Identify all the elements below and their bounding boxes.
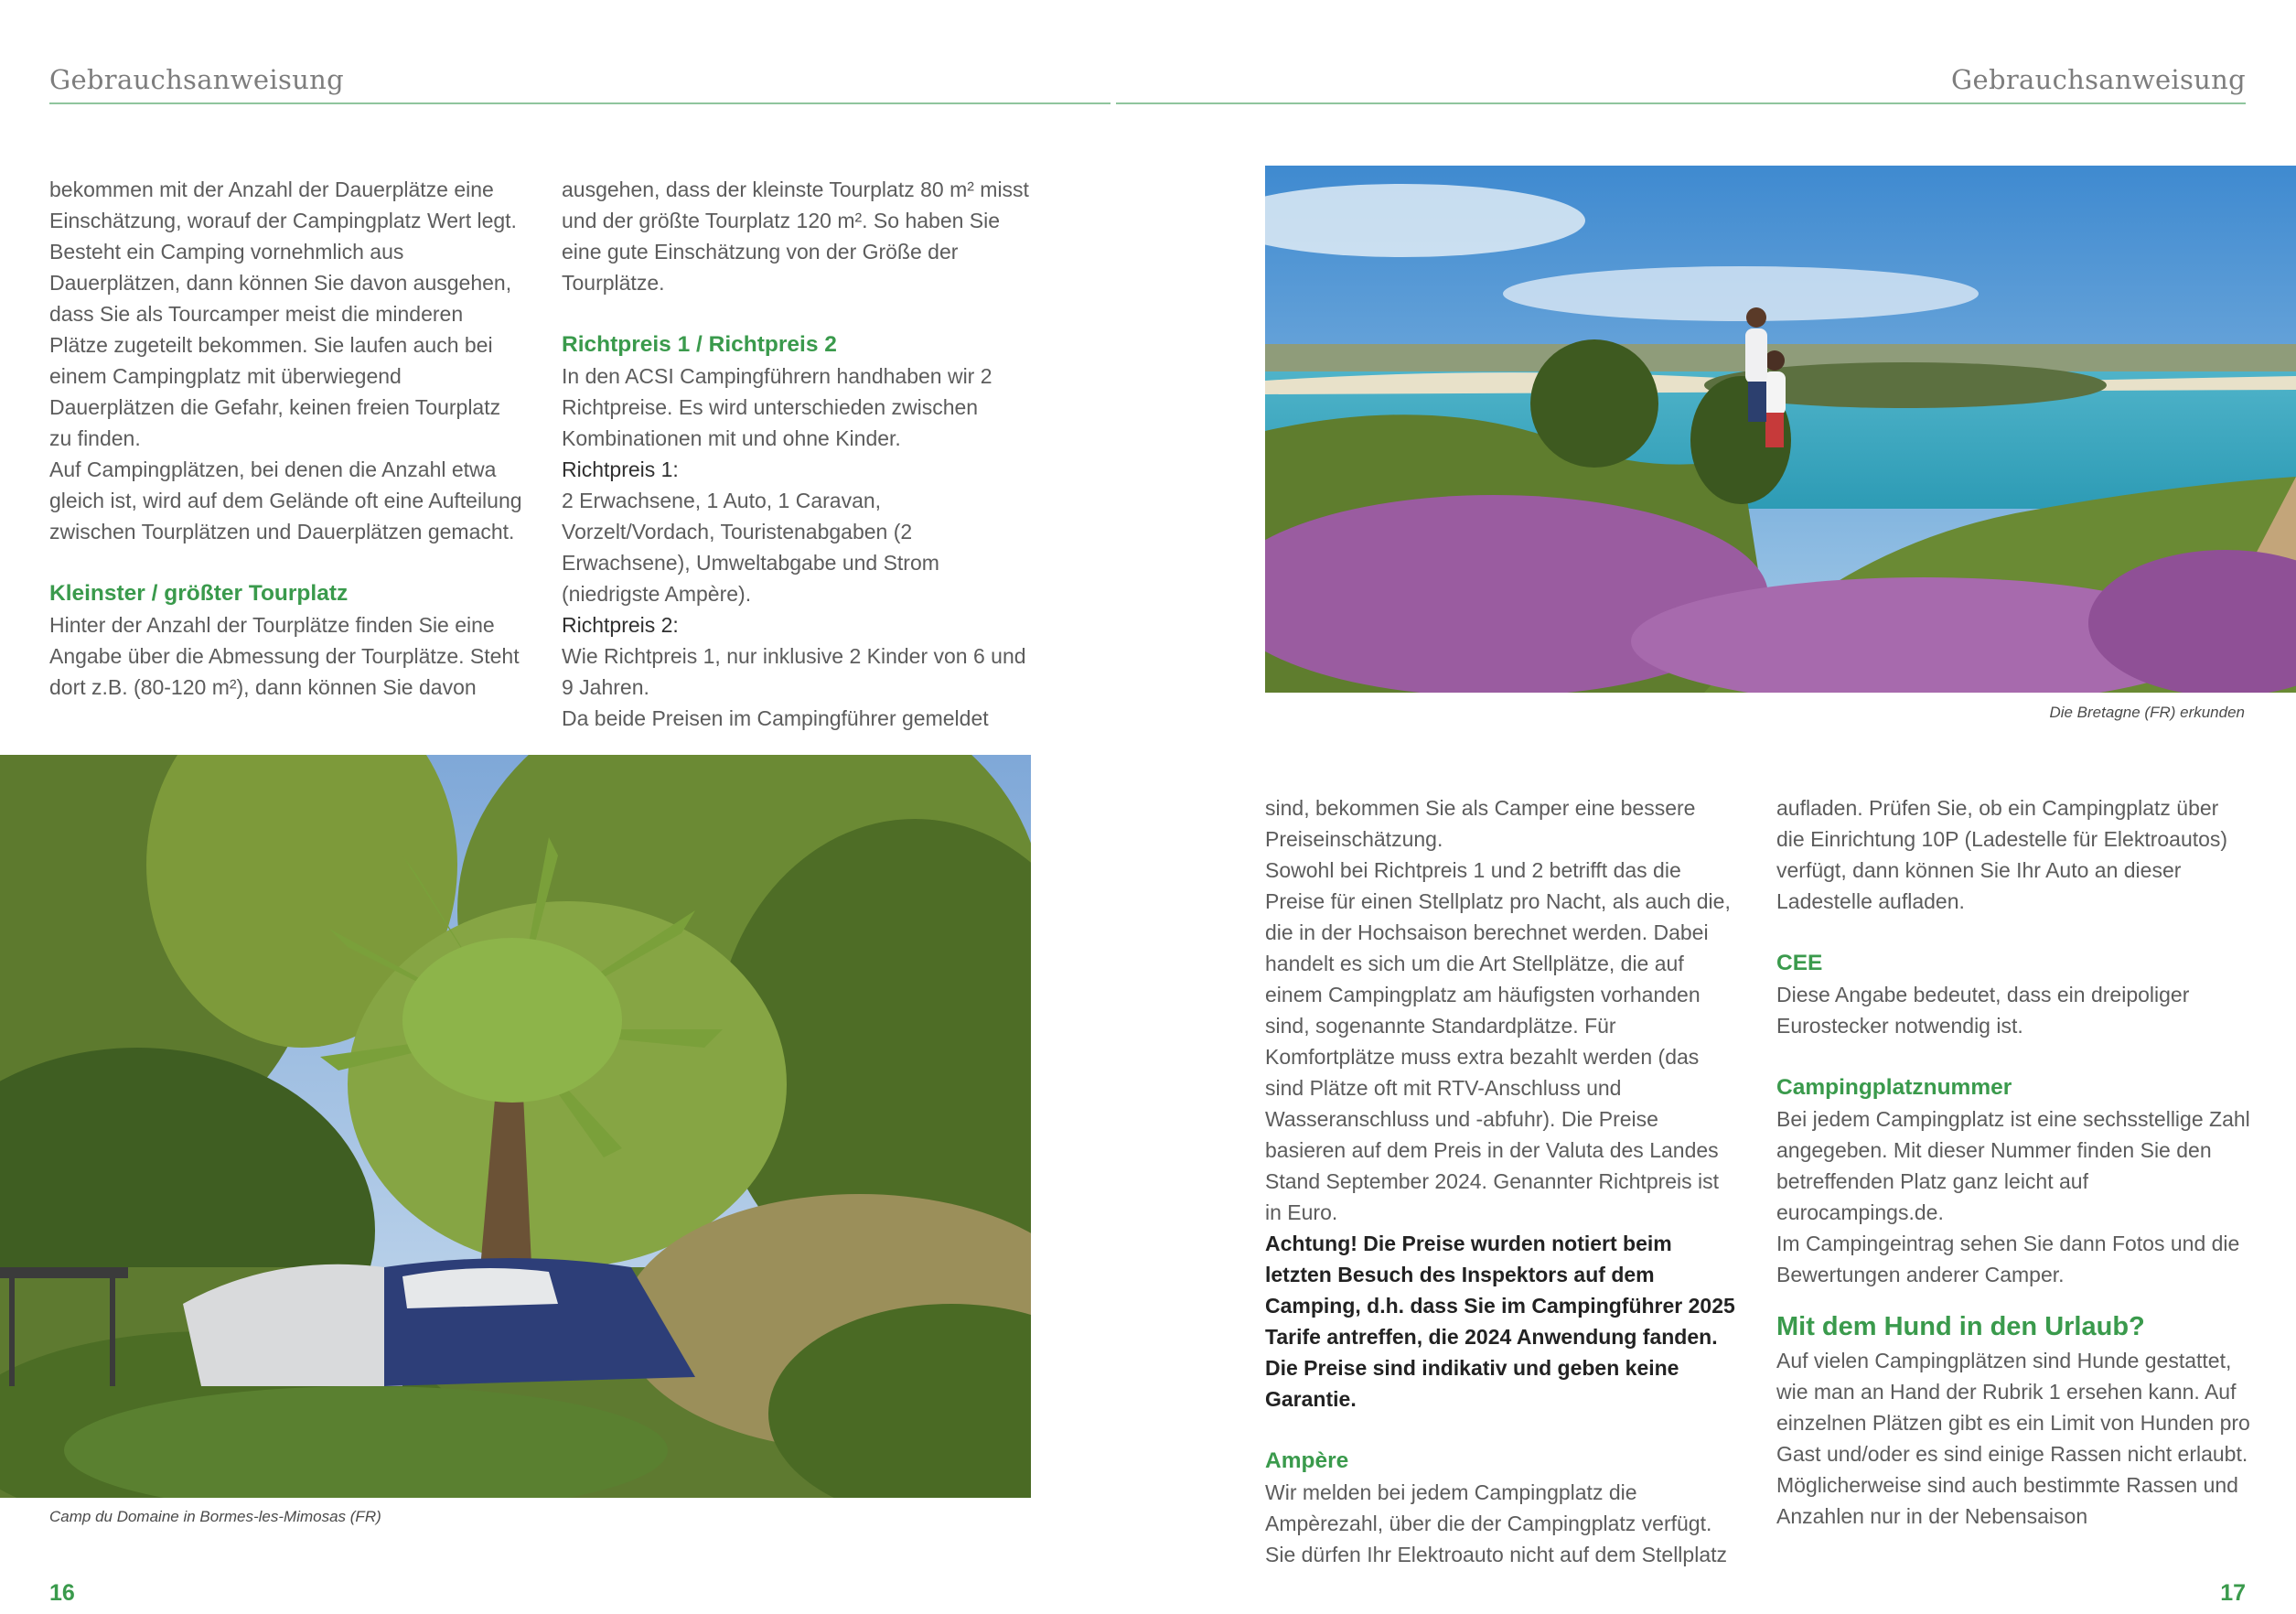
left-running-header: Gebrauchsanweisung — [49, 64, 344, 95]
section-heading-campingplatznummer: Campingplatznummer — [1776, 1075, 2012, 1100]
paragraph: 2 Erwachsene, 1 Auto, 1 Caravan, Vorzelt/Vordach, Touristenabgaben (2 Erwachsene), Umweltabgabe und Strom (niedrigste Ampère). — [562, 489, 939, 606]
paragraph: Hinter der Anzahl der Tourplätze finden Sie eine Angabe über die Abmessung der Tourplätze. Steht dort z.B. (80-120 m²), dann können Sie davon — [49, 613, 520, 699]
left-page-number: 16 — [49, 1580, 75, 1606]
paragraph: Sowohl bei Richtpreis 1 und 2 betrifft das die Preise für einen Stellplatz pro Nacht, als auch die, die in der Hochsaison berechnet werden. Dabei handelt es sich um die Art Stellplätze, die auf einem Campingplatz am häufigsten vorhanden sind, sogenannte Standardplätze. Für Komfortplätze muss extra bezahlt werden (das sind Plätze oft mit RTV-Anschluss und Wasseranschluss und -abfuhr). Die Preise basieren auf dem Preis in der Valuta des Landes Stand September 2024. Genannter Richtpreis ist in Euro. — [1265, 858, 1731, 1224]
camp-photo-caption: Camp du Domaine in Bormes-les-Mimosas (FR) — [49, 1508, 381, 1525]
right-column-2 — [1776, 792, 2252, 1532]
section-heading-tourplatz: Kleinster / größter Tourplatz — [49, 581, 349, 606]
right-header-rule — [1116, 102, 2246, 104]
price-warning: Achtung! Die Preise wurden notiert beim letzten Besuch des Inspektors auf dem Camping, d.h. dass Sie im Campingführer 2025 Tarife antreffen, die 2024 Anwendung fanden. Die Preise sind indikativ und geben keine Garantie. — [1265, 1232, 1735, 1411]
left-header-rule — [49, 102, 1110, 104]
paragraph: sind, bekommen Sie als Camper eine bessere Preiseinschätzung. — [1265, 796, 1696, 851]
paragraph: In den ACSI Campingführern handhaben wir 2 Richtpreise. Es wird unterschieden zwischen Kombinationen mit und ohne Kinder. — [562, 364, 992, 450]
section-heading-cee: CEE — [1776, 951, 1823, 975]
paragraph: Auf Campingplätzen, bei denen die Anzahl etwa gleich ist, wird auf dem Gelände oft eine Aufteilung zwischen Tourplätzen und Dauerplätzen gemacht. — [49, 457, 522, 543]
paragraph: Auf vielen Campingplätzen sind Hunde gestattet, wie man an Hand der Rubrik 1 ersehen kann. Auf einzelnen Plätzen gibt es ein Limit von Hunden pro Gast und/oder es sind einige Rassen nicht erlaubt. Möglicherweise sind auch bestimmte Rassen und Anzahlen nur in der Nebensaison — [1776, 1349, 2250, 1528]
bretagne-photo — [1265, 166, 2296, 693]
paragraph: Wir melden bei jedem Campingplatz die Ampèrezahl, über die der Campingplatz verfügt. Sie dürfen Ihr Elektroauto nicht auf dem Stellplatz — [1265, 1480, 1728, 1566]
paragraph: Im Campingeintrag sehen Sie dann Fotos und die Bewertungen anderer Camper. — [1776, 1232, 2240, 1286]
right-running-header: Gebrauchsanweisung — [1951, 64, 2246, 95]
paragraph: Wie Richtpreis 1, nur inklusive 2 Kinder von 6 und 9 Jahren. — [562, 644, 1026, 699]
richtpreis-2-label: Richtpreis 2: — [562, 613, 679, 637]
paragraph: Bei jedem Campingplatz ist eine sechsstellige Zahl angegeben. Mit dieser Nummer finden Sie den betreffenden Platz ganz leicht auf eurocampings.de. — [1776, 1107, 2250, 1224]
richtpreis-1-label: Richtpreis 1: — [562, 457, 679, 481]
section-heading-hund: Mit dem Hund in den Urlaub? — [1776, 1312, 2145, 1341]
paragraph: bekommen mit der Anzahl der Dauerplätze eine Einschätzung, worauf der Campingplatz Wert legt. Besteht ein Camping vornehmlich aus Dauerplätzen, dann können Sie davon ausgehen, dass Sie als Tourcamper meist die minderen Plätze zugeteilt bekommen. Sie laufen auch bei einem Campingplatz mit überwiegend Dauerplätzen die Gefahr, keinen freien Tourplatz zu finden. — [49, 178, 517, 450]
right-column-1 — [1265, 792, 1741, 1570]
bretagne-photo-caption: Die Bretagne (FR) erkunden — [2049, 704, 2245, 721]
camp-photo — [0, 755, 1031, 1498]
paragraph: ausgehen, dass der kleinste Tourplatz 80 m² misst und der größte Tourplatz 120 m². So haben Sie eine gute Einschätzung von der Größe der Tourplätze. — [562, 178, 1029, 295]
paragraph: Diese Angabe bedeutet, dass ein dreipoliger Eurostecker notwendig ist. — [1776, 983, 2190, 1038]
right-page-number: 17 — [2220, 1580, 2246, 1606]
paragraph: Da beide Preisen im Campingführer gemeldet — [562, 706, 989, 730]
paragraph: aufladen. Prüfen Sie, ob ein Campingplatz über die Einrichtung 10P (Ladestelle für Elektroautos) verfügt, dann können Sie Ihr Auto an dieser Ladestelle aufladen. — [1776, 796, 2228, 913]
left-column-1 — [49, 174, 525, 703]
section-heading-ampere: Ampère — [1265, 1448, 1349, 1473]
section-heading-richtpreis: Richtpreis 1 / Richtpreis 2 — [562, 332, 837, 357]
left-column-2 — [562, 174, 1037, 734]
